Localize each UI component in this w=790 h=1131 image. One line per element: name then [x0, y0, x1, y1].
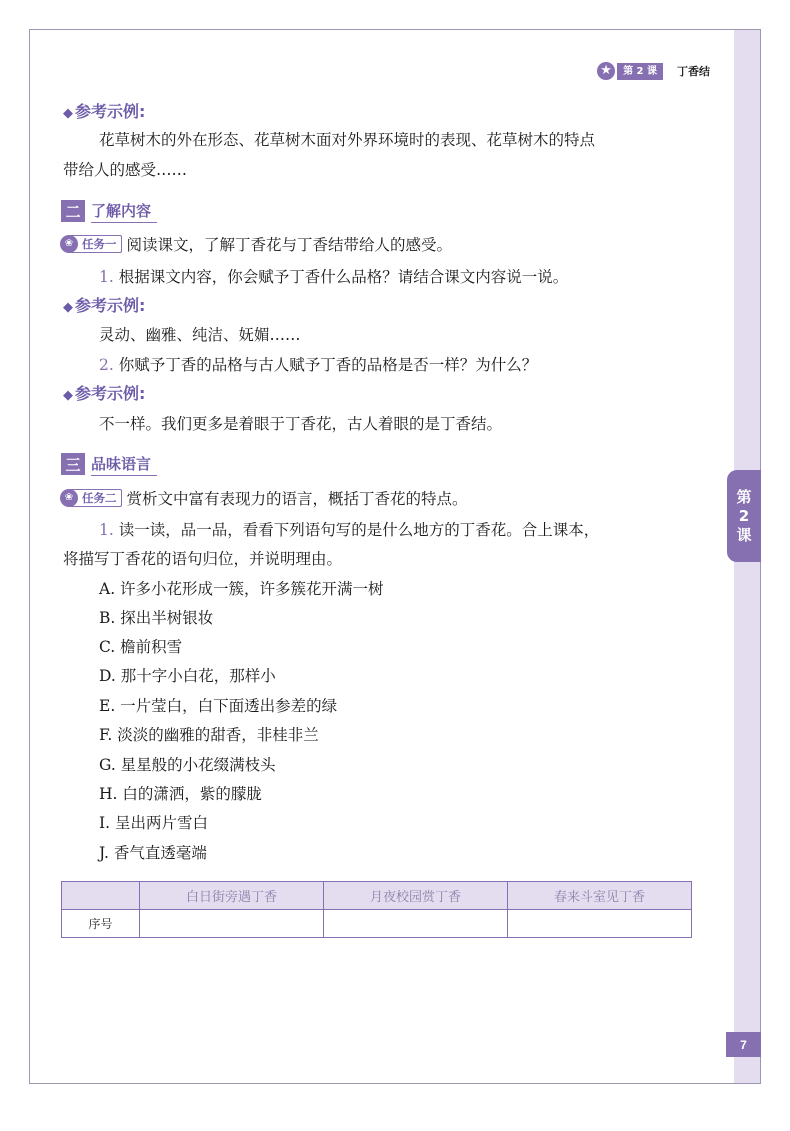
question-text: 读一读，品一品，看看下列语句写的是什么地方的丁香花。合上课本，	[118, 521, 600, 539]
task-icon: ❀	[60, 235, 78, 253]
option-item: D. 那十字小白花，那样小	[99, 667, 276, 685]
table-row-label: 序号	[62, 910, 140, 938]
reference-text: 花草树木的外在形态、花草树木面对外界环境时的表现、花草树木的特点	[99, 131, 596, 149]
side-tab-char: 2	[738, 506, 750, 525]
side-tab-char: 课	[736, 525, 752, 544]
table-row	[62, 910, 692, 938]
option-item: E. 一片莹白，白下面透出参差的绿	[99, 697, 338, 715]
question-text: 将描写丁香花的语句归位，并说明理由。	[63, 550, 343, 568]
reference-label: 参考示例:	[75, 102, 146, 121]
task-row	[61, 486, 468, 510]
option-item: C. 檐前积雪	[99, 638, 183, 656]
answer-table	[61, 881, 692, 938]
reference-label: 参考示例:	[75, 384, 146, 403]
task-badge	[61, 489, 122, 507]
section-title: 了解内容	[91, 200, 157, 223]
reference-text: 灵动、幽雅、纯洁、妩媚……	[99, 326, 301, 344]
question	[99, 263, 568, 291]
page-number: 7	[726, 1032, 761, 1057]
lesson-title: 丁香结	[677, 65, 710, 78]
table-header-cell	[62, 882, 140, 910]
reference-label: 参考示例:	[75, 296, 146, 315]
section-heading	[61, 199, 157, 223]
question-number: 1.	[99, 268, 114, 286]
question	[99, 351, 537, 379]
question-text: 根据课文内容，你会赋予丁香什么品格？请结合课文内容说一说。	[118, 268, 569, 286]
task-text: 阅读课文，了解丁香花与丁香结带给人的感受。	[126, 236, 453, 254]
section-number: 三	[61, 453, 85, 475]
answer-cell[interactable]	[508, 910, 692, 938]
option-item: I. 呈出两片雪白	[99, 814, 208, 832]
section-number: 二	[61, 200, 85, 222]
task-row	[61, 232, 452, 256]
task-icon: ❀	[60, 489, 78, 507]
question-number: 2.	[99, 356, 114, 374]
table-header-cell: 春来斗室见丁香	[508, 882, 692, 910]
page-header	[597, 62, 710, 80]
reference-text: 不一样。我们更多是着眼于丁香花，古人着眼的是丁香结。	[99, 415, 503, 433]
diamond-icon: ◆	[63, 300, 73, 315]
reference-text: 带给人的感受……	[63, 161, 188, 179]
question-number: 1.	[99, 521, 114, 539]
option-item: A. 许多小花形成一簇，许多簇花开满一树	[99, 580, 384, 598]
option-item: J. 香气直透毫端	[99, 844, 207, 862]
section-title: 品味语言	[91, 453, 157, 476]
reference-heading	[63, 294, 145, 318]
task-label: 任务一	[82, 237, 117, 251]
question-text: 你赋予丁香的品格与古人赋予丁香的品格是否一样？为什么？	[118, 356, 538, 374]
answer-cell[interactable]	[140, 910, 324, 938]
reference-heading	[63, 382, 145, 406]
answer-cell[interactable]	[324, 910, 508, 938]
side-tab-char: 第	[736, 487, 752, 506]
option-item: B. 探出半树银妆	[99, 609, 214, 627]
lesson-side-tab	[727, 470, 761, 562]
option-item: F. 淡淡的幽雅的甜香，非桂非兰	[99, 726, 319, 744]
table-header-cell: 白日街旁遇丁香	[140, 882, 324, 910]
table-header-row	[62, 882, 692, 910]
diamond-icon: ◆	[63, 388, 73, 403]
option-item: H. 白的潇洒，紫的朦胧	[99, 785, 262, 803]
reference-heading	[63, 100, 145, 124]
star-icon: ★	[597, 62, 615, 80]
table-header-cell: 月夜校园赏丁香	[324, 882, 508, 910]
diamond-icon: ◆	[63, 106, 73, 121]
section-heading	[61, 452, 157, 476]
lesson-badge: 第 2 课	[617, 63, 663, 80]
task-badge	[61, 235, 122, 253]
question	[99, 516, 599, 544]
option-item: G. 星星般的小花缀满枝头	[99, 756, 276, 774]
task-text: 赏析文中富有表现力的语言，概括丁香花的特点。	[126, 490, 468, 508]
task-label: 任务二	[82, 491, 117, 505]
